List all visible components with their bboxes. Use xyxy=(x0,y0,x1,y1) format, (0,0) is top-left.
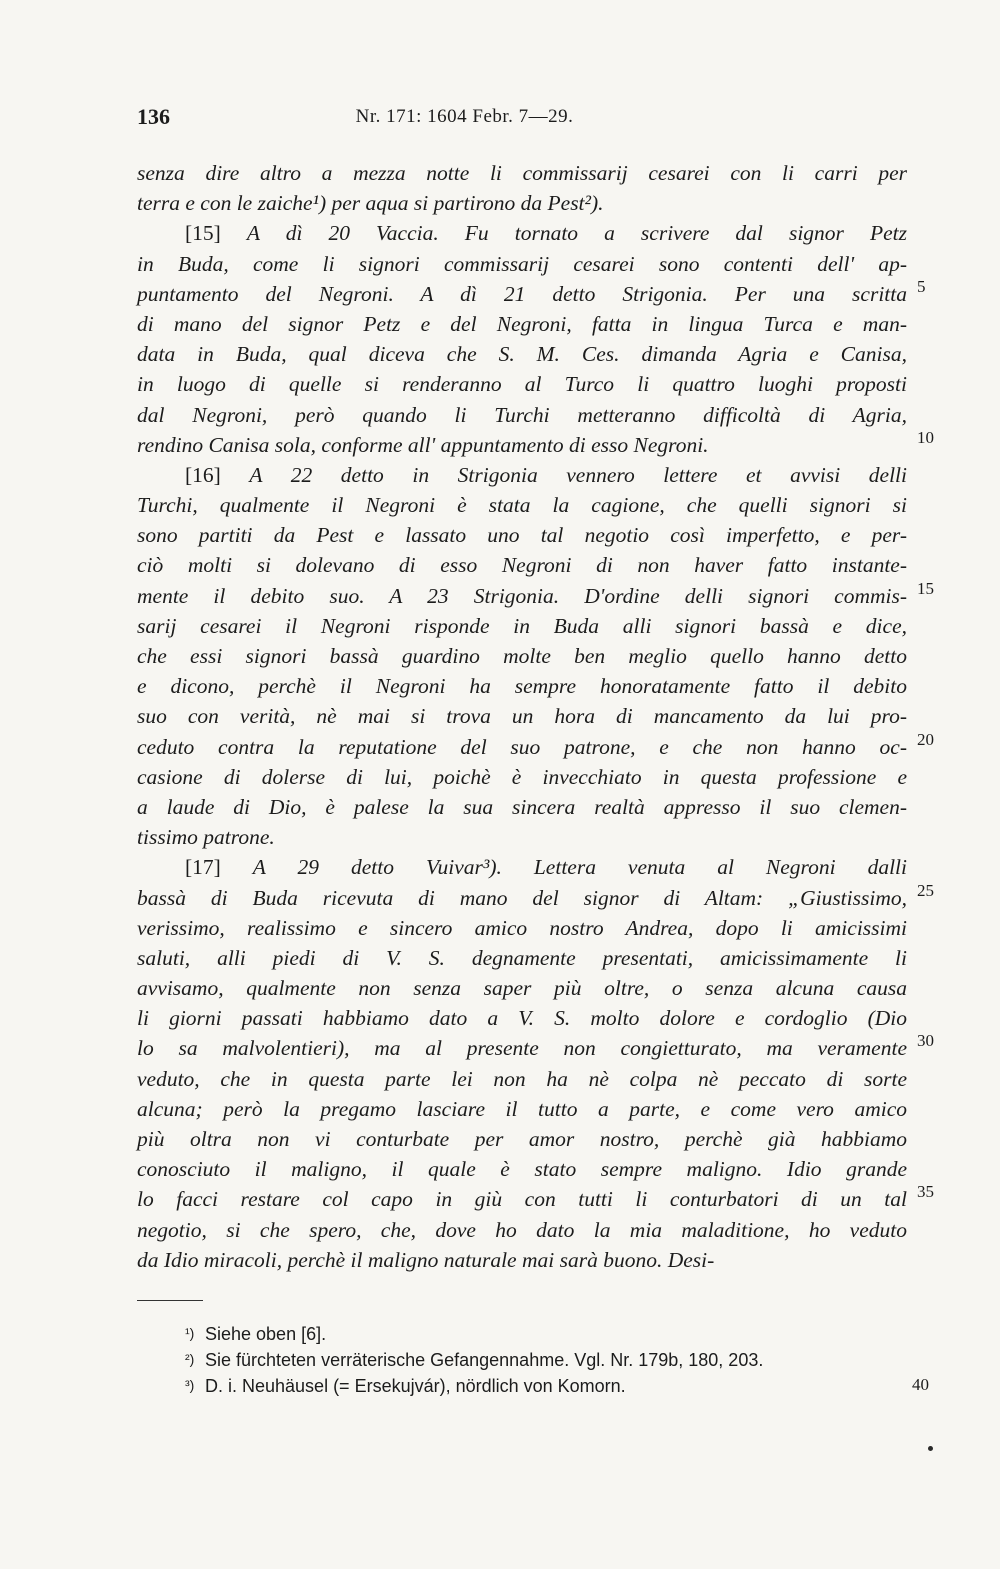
line-text: senza dire altro a mezza notte li commissarij cesarei con li carri per xyxy=(137,161,907,185)
line-text: di mano del signor Petz e del Negroni, fatta in lingua Turca e man- xyxy=(137,311,907,336)
line-text: lo facci restare col capo in giù con tutti li conturbatori di un tal xyxy=(137,1187,907,1212)
text-line xyxy=(137,729,934,762)
text-line xyxy=(137,578,934,611)
footnote-mark: ³) xyxy=(185,1377,195,1393)
line-text: li giorni passati habbiamo dato a V. S. molto dolore e cordoglio (Dio xyxy=(137,1006,907,1031)
text-line xyxy=(137,400,907,430)
footnote-mark: ²) xyxy=(185,1351,195,1367)
text-line xyxy=(137,880,934,913)
line-text: sono partiti da Pest e lassato uno tal negotio così imperfetto, e per- xyxy=(137,523,907,548)
line-text: A 22 detto in Strigonia vennero lettere et avvisi delli xyxy=(249,462,908,487)
text-line xyxy=(137,822,907,852)
line-number: 25 xyxy=(917,880,934,900)
line-number: 10 xyxy=(917,427,934,447)
line-number: 5 xyxy=(917,276,926,296)
text-line xyxy=(137,671,907,701)
section-number: [15] xyxy=(185,221,247,246)
text-line xyxy=(137,1003,907,1033)
text-line xyxy=(137,1031,934,1063)
text-line xyxy=(137,762,907,792)
footnote-text: D. i. Neuhäusel (= Ersekujvár), nördlich von Komorn. xyxy=(205,1376,626,1396)
line-text: A 29 detto Vuivar³). Lettera venuta al Negroni dalli xyxy=(252,855,907,880)
line-text: in luogo di quelle si renderanno al Turco li quattro luoghi proposti xyxy=(137,372,907,397)
line-text: ciò molti si dolevano di esso Negroni di non haver fatto instante- xyxy=(137,553,907,578)
text-line xyxy=(137,550,907,580)
text-line xyxy=(137,1182,934,1214)
section-number: [16] xyxy=(185,462,250,487)
page-mark-dot xyxy=(928,1446,933,1451)
line-number: 35 xyxy=(917,1182,934,1202)
line-text: casione di dolerse di lui, poichè è invecchiato in questa professione e xyxy=(137,764,907,789)
footnote xyxy=(185,1372,929,1398)
text-line xyxy=(137,641,907,671)
text-line xyxy=(137,427,934,460)
line-number: 15 xyxy=(917,578,934,598)
line-text: suo con verità, nè mai si trova un hora di mancamento da lui pro- xyxy=(137,704,907,729)
text-line xyxy=(137,276,926,309)
text-line xyxy=(137,460,907,490)
text-line xyxy=(137,1215,907,1245)
running-head: Nr. 171: 1604 Febr. 7—29. xyxy=(355,106,574,127)
line-text: da Idio miracoli, perchè il maligno naturale mai sarà buono. Desi- xyxy=(137,1247,715,1272)
text-line xyxy=(137,369,907,399)
line-text: data in Buda, qual diceva che S. M. Ces. dimanda Agria e Canisa, xyxy=(137,342,907,367)
line-text: veduto, che in questa parte lei non ha nè colpa nè peccato di sorte xyxy=(137,1066,907,1091)
text-line xyxy=(137,701,907,731)
line-text: alcuna; però la pregamo lasciare il tutto a parte, e come vero amico xyxy=(137,1096,907,1121)
section-number: [17] xyxy=(185,855,253,880)
text-line xyxy=(137,1094,907,1124)
line-text: più oltra non vi conturbate per amor nostro, perchè già habbiamo xyxy=(137,1127,907,1151)
main-text xyxy=(137,158,934,1275)
footnotes xyxy=(185,1320,929,1398)
line-text: in Buda, come li signori commissarij cesarei sono contenti dell' ap- xyxy=(137,251,907,276)
line-text: Turchi, qualmente il Negroni è stata la cagione, che quelli signori si xyxy=(137,493,907,518)
text-line xyxy=(137,973,907,1003)
line-text: puntamento del Negroni. A dì 21 detto Strigonia. Per una scritta xyxy=(137,281,907,306)
line-text: a laude di Dio, è palese la sua sincera realtà appresso il suo clemen- xyxy=(137,794,907,819)
line-text: lo sa malvolentieri), ma al presente non congietturato, ma veramente xyxy=(137,1036,907,1061)
text-line xyxy=(137,249,907,279)
line-number: 30 xyxy=(917,1031,934,1051)
text-line xyxy=(137,913,907,943)
line-number: 20 xyxy=(917,729,934,749)
line-text: verissimo, realissimo e sincero amico nostro Andrea, dopo li amicissimi xyxy=(137,915,907,940)
page-number: 136 xyxy=(137,104,170,129)
footnote-rule xyxy=(137,1300,203,1301)
footnote-text: Siehe oben [6]. xyxy=(205,1324,327,1344)
line-text: saluti, alli piedi di V. S. degnamente presentati, amicissimamente li xyxy=(137,945,907,970)
text-line xyxy=(137,943,907,973)
text-line xyxy=(137,852,907,882)
line-text: terra e con le zaiche¹) per aqua si partirono da Pest²). xyxy=(137,191,604,216)
line-text: mente il debito suo. A 23 Strigonia. D'ordine delli signori commis- xyxy=(137,583,907,608)
text-line xyxy=(137,188,907,218)
footnote xyxy=(185,1346,907,1372)
line-text: negotio, si che spero, che, dove ho dato la mia maladitione, ho veduto xyxy=(137,1217,907,1242)
text-line xyxy=(137,1124,907,1154)
line-text: ceduto contra la reputatione del suo patrone, e che non hanno oc- xyxy=(137,734,907,759)
text-line xyxy=(137,158,907,188)
text-line xyxy=(137,1064,907,1094)
line-number: 40 xyxy=(912,1375,929,1394)
footnote-text: Sie fürchteten verräterische Gefangennahme. Vgl. Nr. 179b, 180, 203. xyxy=(205,1350,764,1370)
line-text: che essi signori bassà guardino molte ben meglio quello hanno detto xyxy=(137,644,907,668)
text-line xyxy=(137,611,907,641)
line-text: avvisamo, qualmente non senza saper più oltre, o senza alcuna causa xyxy=(137,976,907,1001)
line-text: dal Negroni, però quando li Turchi metteranno difficoltà di Agria, xyxy=(137,402,907,427)
line-text: A dì 20 Vaccia. Fu tornato a scrivere dal signor Petz xyxy=(246,221,907,246)
line-text: tissimo patrone. xyxy=(137,825,275,850)
line-text: rendino Canisa sola, conforme all' appuntamento di esso Negroni. xyxy=(137,432,709,457)
line-text: sarij cesarei il Negroni risponde in Buda alli signori bassà e dice, xyxy=(137,613,907,638)
page-header xyxy=(137,104,907,140)
footnote-mark: ¹) xyxy=(185,1325,195,1341)
line-text: e dicono, perchè il Negroni ha sempre honoratamente fatto il debito xyxy=(137,674,907,699)
text-line xyxy=(137,520,907,550)
footnote xyxy=(185,1320,907,1346)
text-line xyxy=(137,218,907,248)
text-line xyxy=(137,1245,907,1275)
line-text: conosciuto il maligno, il quale è stato sempre maligno. Idio grande xyxy=(137,1157,907,1182)
line-text: bassà di Buda ricevuta di mano del signor di Altam: „Giustissimo, xyxy=(137,885,907,910)
text-line xyxy=(137,309,907,339)
text-line xyxy=(137,490,907,520)
text-line xyxy=(137,339,907,369)
text-line xyxy=(137,792,907,822)
text-line xyxy=(137,1154,907,1184)
